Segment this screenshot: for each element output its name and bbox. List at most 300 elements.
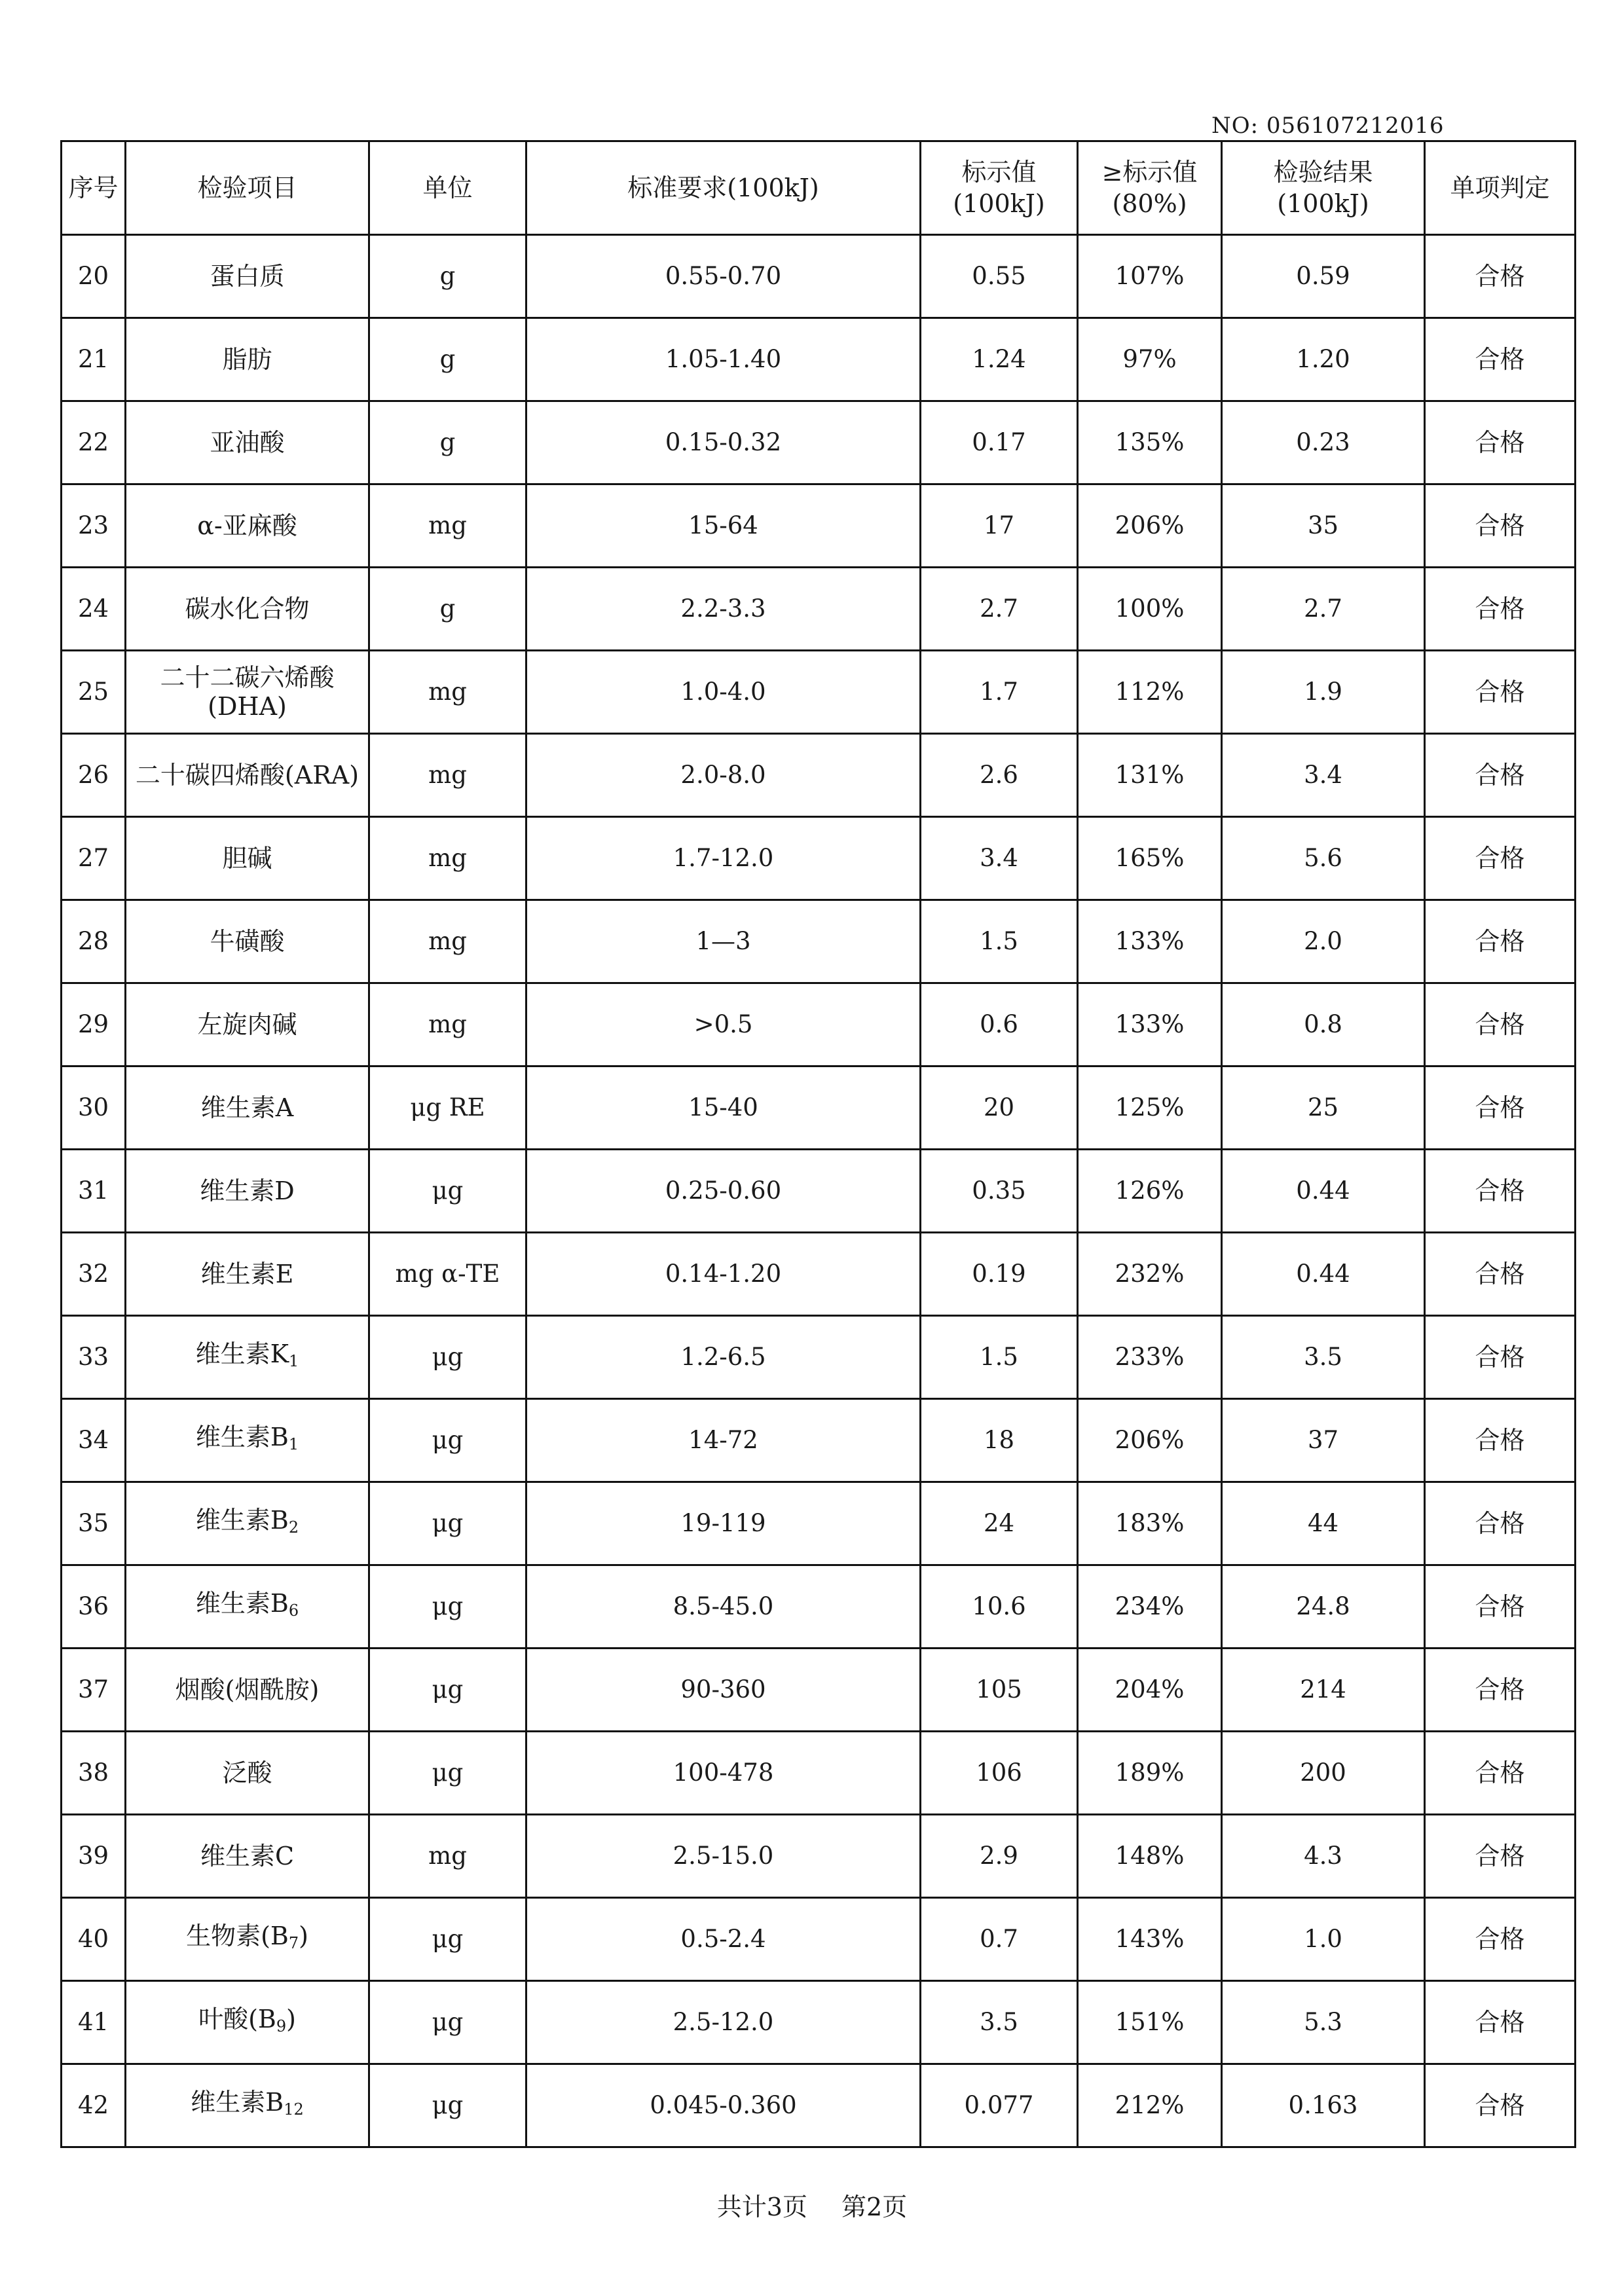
cell-result-text: 3.4 (1304, 761, 1342, 789)
cell-judgement-text: 合格 (1475, 1842, 1525, 1870)
cell-label-value-text: 0.35 (972, 1176, 1026, 1205)
cell-result-text: 3.5 (1304, 1343, 1342, 1371)
cell-result (1222, 568, 1425, 651)
cell-label-value-text: 3.4 (980, 844, 1018, 872)
cell-judgement (1425, 1898, 1576, 1981)
table-row (62, 900, 1576, 983)
header-percent (1078, 141, 1222, 235)
cell-result-text: 5.3 (1304, 2008, 1342, 2036)
cell-percent (1078, 2064, 1222, 2147)
cell-label-value (921, 1150, 1078, 1233)
cell-no-text: 22 (77, 428, 109, 456)
cell-result (1222, 900, 1425, 983)
header-standard-label: 标准要求(100kJ) (627, 173, 819, 202)
header-standard (526, 141, 921, 235)
cell-percent (1078, 401, 1222, 484)
cell-judgement (1425, 1815, 1576, 1898)
table-row (62, 1732, 1576, 1815)
cell-label-value (921, 651, 1078, 734)
cell-percent-text: 234% (1115, 1592, 1185, 1620)
cell-standard-text: 19-119 (680, 1509, 766, 1537)
cell-item-subscript: 2 (288, 1518, 299, 1537)
cell-no (62, 484, 126, 568)
header-judgement-label: 单项判定 (1450, 173, 1550, 202)
table-row (62, 318, 1576, 401)
cell-no (62, 1981, 126, 2064)
cell-judgement (1425, 983, 1576, 1066)
cell-label-value-text: 3.5 (980, 2008, 1018, 2036)
cell-label-value (921, 734, 1078, 817)
cell-judgement-text: 合格 (1475, 761, 1525, 790)
cell-no (62, 651, 126, 734)
cell-no-text: 36 (77, 1592, 109, 1620)
cell-label-value-text: 105 (976, 1675, 1022, 1704)
cell-item-text: 维生素A (200, 1093, 294, 1122)
cell-judgement-text: 合格 (1475, 1592, 1525, 1621)
cell-result (1222, 1233, 1425, 1316)
cell-judgement-text: 合格 (1475, 345, 1525, 374)
cell-unit (369, 651, 526, 734)
table-row (62, 1565, 1576, 1649)
cell-no (62, 1399, 126, 1482)
cell-standard (526, 734, 921, 817)
cell-item (126, 401, 369, 484)
cell-percent-text: 107% (1115, 262, 1185, 290)
cell-unit-text: g (439, 428, 456, 456)
cell-result (1222, 1565, 1425, 1649)
cell-percent (1078, 1482, 1222, 1565)
cell-unit-text: mg (428, 1842, 467, 1870)
cell-item-text: 牛磺酸 (210, 927, 285, 956)
cell-no-text: 30 (77, 1093, 109, 1121)
header-label-value-label: 标示值 (100kJ) (953, 158, 1045, 218)
cell-standard (526, 1316, 921, 1399)
cell-percent (1078, 484, 1222, 568)
cell-label-value-text: 0.7 (980, 1925, 1018, 1953)
table-row (62, 1981, 1576, 2064)
cell-result (1222, 1482, 1425, 1565)
header-no (62, 141, 126, 235)
cell-judgement-text: 合格 (1475, 1675, 1525, 1704)
cell-standard-text: 1.2-6.5 (680, 1343, 766, 1371)
cell-no-text: 38 (77, 1758, 109, 1787)
cell-item-text: 维生素C (200, 1842, 295, 1870)
cell-percent (1078, 900, 1222, 983)
cell-standard (526, 1649, 921, 1732)
cell-standard (526, 1565, 921, 1649)
header-percent-label: ≥标示值 (80%) (1101, 158, 1198, 218)
cell-unit-text: μg (432, 2008, 464, 2036)
cell-unit (369, 484, 526, 568)
cell-label-value (921, 1233, 1078, 1316)
cell-percent (1078, 318, 1222, 401)
cell-item-text: 维生素E (200, 1260, 294, 1288)
cell-percent (1078, 1316, 1222, 1399)
cell-result (1222, 1649, 1425, 1732)
table-row (62, 568, 1576, 651)
cell-label-value (921, 1981, 1078, 2064)
cell-no-text: 42 (77, 2091, 109, 2119)
cell-standard-text: 1.05-1.40 (665, 345, 782, 373)
cell-no-text: 33 (77, 1343, 109, 1371)
cell-standard (526, 1732, 921, 1815)
cell-result-text: 2.0 (1304, 927, 1342, 955)
cell-result (1222, 651, 1425, 734)
cell-item (126, 1565, 369, 1649)
cell-judgement-text: 合格 (1475, 1176, 1525, 1205)
cell-label-value-text: 106 (976, 1758, 1022, 1787)
cell-unit (369, 1815, 526, 1898)
cell-judgement (1425, 817, 1576, 900)
cell-item (126, 235, 369, 318)
cell-standard-text: 0.55-0.70 (665, 262, 782, 290)
cell-unit-text: μg (432, 1925, 464, 1953)
cell-label-value-text: 1.5 (980, 1343, 1018, 1371)
cell-label-value-text: 20 (983, 1093, 1015, 1121)
cell-unit (369, 1233, 526, 1316)
cell-judgement-text: 合格 (1475, 594, 1525, 623)
cell-no (62, 401, 126, 484)
cell-no (62, 1898, 126, 1981)
cell-percent (1078, 1233, 1222, 1316)
cell-no (62, 1732, 126, 1815)
cell-item-text: 维生素B (191, 2087, 284, 2117)
cell-result-text: 24.8 (1296, 1592, 1350, 1620)
cell-percent (1078, 1815, 1222, 1898)
cell-judgement (1425, 900, 1576, 983)
cell-standard-text: 15-64 (688, 511, 758, 539)
cell-percent (1078, 235, 1222, 318)
cell-percent-text: 232% (1115, 1260, 1185, 1288)
cell-percent-text: 206% (1115, 511, 1185, 539)
cell-unit-text: μg (432, 1343, 464, 1371)
table-row (62, 1399, 1576, 1482)
cell-no-text: 20 (77, 262, 109, 290)
cell-label-value (921, 318, 1078, 401)
table-row (62, 734, 1576, 817)
cell-label-value-text: 17 (983, 511, 1015, 539)
cell-percent-text: 212% (1115, 2091, 1185, 2119)
cell-label-value (921, 235, 1078, 318)
cell-unit-text: μg (432, 1426, 464, 1454)
cell-judgement (1425, 734, 1576, 817)
cell-standard (526, 1399, 921, 1482)
cell-standard (526, 1815, 921, 1898)
cell-standard-text: 0.5-2.4 (680, 1925, 766, 1953)
cell-percent (1078, 983, 1222, 1066)
cell-item-text: 蛋白质 (210, 262, 285, 291)
cell-standard (526, 1066, 921, 1150)
cell-unit-text: mg (428, 1010, 467, 1038)
cell-standard-text: 1—3 (695, 927, 751, 955)
cell-item (126, 1898, 369, 1981)
cell-no-text: 24 (77, 594, 109, 623)
cell-judgement (1425, 401, 1576, 484)
cell-item-text: 左旋肉碱 (197, 1010, 297, 1039)
cell-no-text: 35 (77, 1509, 109, 1537)
cell-unit (369, 983, 526, 1066)
cell-result-text: 4.3 (1304, 1842, 1342, 1870)
cell-no (62, 568, 126, 651)
cell-unit-text: μg (432, 1675, 464, 1704)
cell-result-text: 0.163 (1288, 2091, 1358, 2119)
cell-item-text: α-亚麻酸 (197, 511, 297, 540)
cell-standard (526, 568, 921, 651)
cell-percent (1078, 568, 1222, 651)
cell-no (62, 817, 126, 900)
cell-unit (369, 1316, 526, 1399)
cell-result (1222, 2064, 1425, 2147)
table-row (62, 1898, 1576, 1981)
cell-label-value-text: 2.6 (980, 761, 1018, 789)
cell-judgement (1425, 2064, 1576, 2147)
cell-unit (369, 1066, 526, 1150)
cell-no (62, 235, 126, 318)
cell-standard-text: 1.7-12.0 (673, 844, 774, 872)
cell-result-text: 214 (1300, 1675, 1346, 1704)
cell-result (1222, 1150, 1425, 1233)
cell-standard-text: 100-478 (673, 1758, 774, 1787)
cell-item (126, 1233, 369, 1316)
cell-item-text: 二十二碳六烯酸 (DHA) (160, 663, 335, 721)
cell-label-value-text: 0.55 (972, 262, 1026, 290)
cell-judgement-text: 合格 (1475, 511, 1525, 540)
cell-label-value (921, 1649, 1078, 1732)
cell-no-text: 28 (77, 927, 109, 955)
cell-label-value-text: 0.19 (972, 1260, 1026, 1288)
cell-no-text: 29 (77, 1010, 109, 1038)
cell-percent-text: 135% (1115, 428, 1185, 456)
header-no-label: 序号 (68, 173, 119, 202)
cell-unit (369, 401, 526, 484)
cell-item-subscript: 1 (288, 1434, 299, 1453)
cell-item (126, 1649, 369, 1732)
cell-standard (526, 2064, 921, 2147)
cell-result (1222, 734, 1425, 817)
header-label-value (921, 141, 1078, 235)
cell-judgement (1425, 484, 1576, 568)
cell-judgement-text: 合格 (1475, 1010, 1525, 1039)
cell-percent-text: 189% (1115, 1758, 1185, 1787)
cell-result (1222, 1732, 1425, 1815)
cell-no-text: 40 (77, 1925, 109, 1953)
cell-item-text: 烟酸(烟酰胺) (175, 1675, 320, 1704)
cell-label-value (921, 568, 1078, 651)
cell-judgement-text: 合格 (1475, 844, 1525, 873)
cell-label-value (921, 1565, 1078, 1649)
cell-percent-text: 148% (1115, 1842, 1185, 1870)
cell-item-text: 脂肪 (222, 345, 272, 374)
cell-standard-text: 90-360 (680, 1675, 766, 1704)
cell-standard-text: 0.045-0.360 (650, 2091, 797, 2119)
cell-judgement (1425, 1150, 1576, 1233)
cell-standard (526, 484, 921, 568)
cell-percent (1078, 1898, 1222, 1981)
cell-judgement-text: 合格 (1475, 262, 1525, 291)
cell-item-text: 维生素B (195, 1588, 289, 1618)
cell-unit-text: mg α-TE (395, 1260, 500, 1288)
cell-unit-text: mg (428, 511, 467, 539)
cell-label-value (921, 1898, 1078, 1981)
cell-standard-text: 14-72 (688, 1426, 758, 1454)
cell-unit-text: mg (428, 678, 467, 706)
cell-unit-text: g (439, 262, 456, 290)
cell-judgement-text: 合格 (1475, 428, 1525, 457)
cell-label-value (921, 983, 1078, 1066)
current-page: 第2页 (841, 2193, 908, 2221)
cell-no-text: 31 (77, 1176, 109, 1205)
cell-judgement-text: 合格 (1475, 1509, 1525, 1538)
cell-item-text: 生物素(B (186, 1921, 289, 1950)
cell-item-text: 泛酸 (222, 1758, 272, 1787)
cell-item (126, 1066, 369, 1150)
cell-judgement-text: 合格 (1475, 1925, 1525, 1954)
cell-unit (369, 318, 526, 401)
cell-no-text: 25 (77, 678, 109, 706)
cell-result (1222, 401, 1425, 484)
cell-unit (369, 1898, 526, 1981)
cell-unit-text: μg (432, 1509, 464, 1537)
cell-item (126, 983, 369, 1066)
cell-percent (1078, 1565, 1222, 1649)
cell-standard-text: >0.5 (693, 1010, 753, 1038)
cell-judgement-text: 合格 (1475, 1093, 1525, 1122)
table-row (62, 1066, 1576, 1150)
cell-unit-text: μg (432, 2091, 464, 2119)
cell-item-subscript: 1 (289, 1351, 299, 1370)
cell-no-text: 34 (77, 1426, 109, 1454)
cell-result (1222, 817, 1425, 900)
cell-result (1222, 318, 1425, 401)
cell-label-value (921, 1399, 1078, 1482)
table-row (62, 484, 1576, 568)
cell-judgement (1425, 1649, 1576, 1732)
header-unit (369, 141, 526, 235)
cell-no (62, 1565, 126, 1649)
cell-judgement (1425, 1482, 1576, 1565)
total-pages: 共计3页 (716, 2193, 807, 2221)
cell-no-text: 37 (77, 1675, 109, 1704)
cell-judgement (1425, 1565, 1576, 1649)
cell-judgement-text: 合格 (1475, 2091, 1525, 2120)
cell-label-value (921, 1482, 1078, 1565)
cell-unit (369, 1649, 526, 1732)
cell-unit-text: g (439, 345, 456, 373)
cell-judgement-text: 合格 (1475, 1260, 1525, 1288)
cell-result-text: 0.44 (1296, 1260, 1350, 1288)
inspection-results-table (60, 140, 1576, 2148)
header-row (62, 141, 1576, 235)
cell-unit (369, 817, 526, 900)
cell-percent-text: 206% (1115, 1426, 1185, 1454)
cell-percent-text: 125% (1115, 1093, 1185, 1121)
cell-result-text: 0.23 (1296, 428, 1350, 456)
cell-label-value (921, 1815, 1078, 1898)
cell-percent-text: 233% (1115, 1343, 1185, 1371)
cell-no-text: 21 (77, 345, 109, 373)
table-row (62, 401, 1576, 484)
cell-label-value-text: 18 (983, 1426, 1015, 1454)
cell-unit (369, 568, 526, 651)
cell-standard-text: 2.5-15.0 (673, 1842, 774, 1870)
table-row (62, 235, 1576, 318)
cell-item-text: 维生素K (195, 1339, 289, 1368)
cell-result (1222, 235, 1425, 318)
cell-no (62, 1066, 126, 1150)
cell-no-text: 27 (77, 844, 109, 872)
cell-result (1222, 1399, 1425, 1482)
cell-standard-text: 0.15-0.32 (665, 428, 782, 456)
page-footer (0, 2187, 1624, 2223)
table-row (62, 1482, 1576, 1565)
cell-standard (526, 1150, 921, 1233)
cell-no-text: 26 (77, 761, 109, 789)
cell-result-text: 1.20 (1296, 345, 1350, 373)
cell-standard (526, 1233, 921, 1316)
cell-standard-text: 0.25-0.60 (665, 1176, 782, 1205)
cell-percent (1078, 1732, 1222, 1815)
cell-percent (1078, 1150, 1222, 1233)
cell-no-text: 23 (77, 511, 109, 539)
cell-percent-text: 183% (1115, 1509, 1185, 1537)
cell-label-value-text: 0.6 (980, 1010, 1018, 1038)
cell-percent-text: 143% (1115, 1925, 1185, 1953)
cell-result (1222, 1898, 1425, 1981)
cell-item (126, 1150, 369, 1233)
cell-percent (1078, 1066, 1222, 1150)
cell-item-suffix: ) (286, 2004, 296, 2033)
cell-result-text: 200 (1300, 1758, 1346, 1787)
cell-percent (1078, 734, 1222, 817)
cell-item-suffix: ) (299, 1921, 308, 1950)
cell-unit-text: μg RE (410, 1093, 485, 1121)
cell-unit-text: mg (428, 927, 467, 955)
cell-percent (1078, 1981, 1222, 2064)
cell-item (126, 1732, 369, 1815)
cell-unit (369, 1150, 526, 1233)
cell-item (126, 568, 369, 651)
cell-item-subscript: 9 (276, 2016, 287, 2035)
cell-result-text: 0.44 (1296, 1176, 1350, 1205)
cell-no (62, 318, 126, 401)
cell-item-text: 维生素D (200, 1176, 295, 1205)
cell-standard-text: 2.2-3.3 (680, 594, 766, 623)
cell-label-value (921, 401, 1078, 484)
cell-item (126, 817, 369, 900)
cell-result-text: 0.59 (1296, 262, 1350, 290)
cell-judgement-text: 合格 (1475, 1758, 1525, 1787)
cell-item-text: 叶酸(B (198, 2004, 276, 2033)
cell-judgement (1425, 318, 1576, 401)
cell-item (126, 484, 369, 568)
cell-label-value (921, 2064, 1078, 2147)
cell-judgement-text: 合格 (1475, 927, 1525, 956)
cell-judgement (1425, 1981, 1576, 2064)
cell-label-value (921, 817, 1078, 900)
cell-result-text: 1.9 (1304, 678, 1342, 706)
cell-standard (526, 318, 921, 401)
cell-percent-text: 133% (1115, 927, 1185, 955)
cell-no (62, 1815, 126, 1898)
cell-unit (369, 900, 526, 983)
cell-item (126, 734, 369, 817)
cell-judgement (1425, 1066, 1576, 1150)
cell-percent (1078, 651, 1222, 734)
cell-item (126, 1815, 369, 1898)
header-item-label: 检验项目 (197, 173, 297, 202)
cell-result (1222, 983, 1425, 1066)
cell-judgement-text: 合格 (1475, 1426, 1525, 1455)
